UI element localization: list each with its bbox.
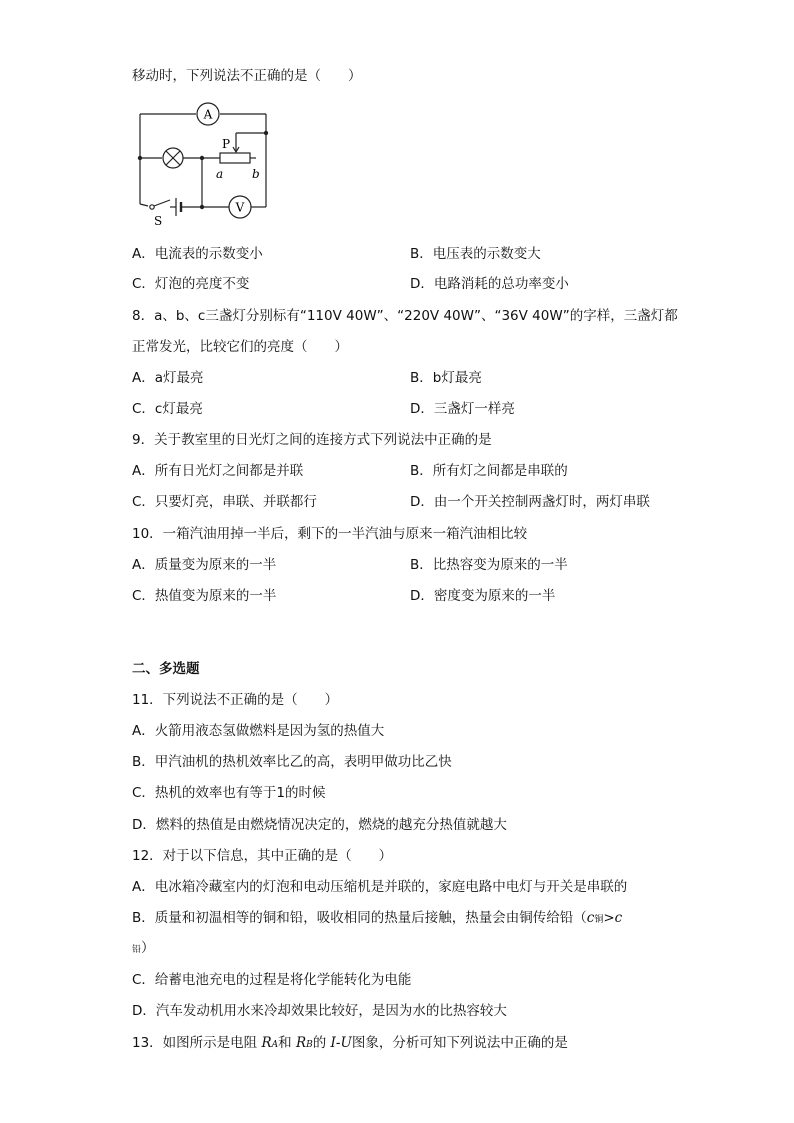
q12-option-b (132, 908, 622, 930)
rheostat-end-b: b (252, 167, 260, 181)
rheostat-symbol (220, 153, 250, 163)
q10-option-b: B．比热容变为原来的一半 (410, 557, 568, 573)
greater-than-sign: > (603, 910, 615, 926)
question-10-stem: 10．一箱汽油用掉一半后，剩下的一半汽油与原来一箱汽油相比较 (132, 526, 528, 542)
q13-text-and: 和 (278, 1035, 296, 1051)
question-12-stem: 12．对于以下信息，其中正确的是（ ） (132, 848, 393, 864)
q11-option-b: B．甲汽油机的热机效率比乙的高，表明甲做功比乙快 (132, 754, 452, 770)
q7-option-c: C．灯泡的亮度不变 (132, 276, 250, 292)
q12-option-c: C．给蓄电池充电的过程是将化学能转化为电能 (132, 972, 412, 988)
circuit-diagram (132, 96, 272, 230)
q8-option-b: B．b灯最亮 (410, 370, 482, 386)
subscript-copper: 铜 (594, 915, 604, 925)
question-8-stem-cont: 正常发光，比较它们的亮度（ ） (132, 339, 348, 355)
question-7-stem: 移动时，下列说法不正确的是（ ） (132, 68, 362, 84)
q8-option-c: C．c灯最亮 (132, 401, 203, 417)
resistor-a-symbol: R (261, 1035, 272, 1051)
rheostat-end-a: a (216, 167, 224, 181)
ammeter-label: A (203, 107, 213, 122)
q11-option-d: D．燃料的热值是由燃烧情况决定的，燃烧的越充分热值就越大 (132, 817, 507, 833)
question-11-stem: 11．下列说法不正确的是（ ） (132, 692, 339, 708)
q8-option-d: D．三盏灯一样亮 (410, 401, 515, 417)
q8-option-a: A．a灯最亮 (132, 370, 204, 386)
iu-graph-label: I-U (330, 1035, 352, 1051)
subscript-lead: 铅 (132, 945, 142, 955)
q13-text-pre: 13．如图所示是电阻 (132, 1035, 262, 1051)
resistor-a-subscript: A (271, 1040, 279, 1050)
q9-option-c: C．只要灯亮，串联、并联都行 (132, 494, 317, 510)
slider-label: P (222, 137, 231, 151)
q9-option-a: A．所有日光灯之间都是并联 (132, 463, 304, 479)
q12-option-d: D．汽车发动机用水来冷却效果比较好，是因为水的比热容较大 (132, 1003, 507, 1019)
q11-option-c: C．热机的效率也有等于1的时候 (132, 785, 326, 801)
q9-option-d: D．由一个开关控制两盏灯时，两灯串联 (410, 494, 650, 510)
question-13-stem (132, 1033, 568, 1055)
switch-label: S (154, 214, 163, 228)
q7-option-b: B．电压表的示数变大 (410, 246, 541, 262)
question-9-stem: 9．关于教室里的日光灯之间的连接方式下列说法中正确的是 (132, 432, 492, 448)
voltmeter-label: V (235, 200, 245, 215)
q7-option-d: D．电路消耗的总功率变小 (410, 276, 569, 292)
q12-option-a: A．电冰箱冷藏室内的灯泡和电动压缩机是并联的，家庭电路中电灯与开关是串联的 (132, 879, 628, 895)
q13-text-post: 图象，分析可知下列说法中正确的是 (351, 1035, 568, 1051)
closing-paren: ） (141, 940, 155, 956)
q12-option-b-cont (132, 938, 155, 960)
question-8-stem: 8．a、b、c三盏灯分别标有“110V 40W”、“220V 40W”、“36V 40W”的字样，三盏灯都 (132, 308, 678, 324)
switch-pivot (150, 205, 154, 209)
specific-heat-c-copper: c (586, 910, 595, 926)
specific-heat-c-lead: c (614, 910, 623, 926)
q10-option-c: C．热值变为原来的一半 (132, 588, 277, 604)
q10-option-d: D．密度变为原来的一半 (410, 588, 556, 604)
q10-option-a: A．质量变为原来的一半 (132, 557, 277, 573)
q9-option-b: B．所有灯之间都是串联的 (410, 463, 568, 479)
q12-option-b-text: B．质量和初温相等的铜和铅，吸收相同的热量后接触，热量会由铜传给铅（ (132, 910, 587, 926)
q11-option-a: A．火箭用液态氢做燃料是因为氢的热值大 (132, 723, 385, 739)
resistor-b-subscript: B (306, 1040, 313, 1050)
q7-option-a: A．电流表的示数变小 (132, 246, 263, 262)
resistor-b-symbol: R (295, 1035, 307, 1051)
switch-lever (154, 200, 170, 206)
section-title-multiple-choice: 二、多选题 (132, 661, 200, 677)
q13-text-of: 的 (312, 1035, 331, 1051)
